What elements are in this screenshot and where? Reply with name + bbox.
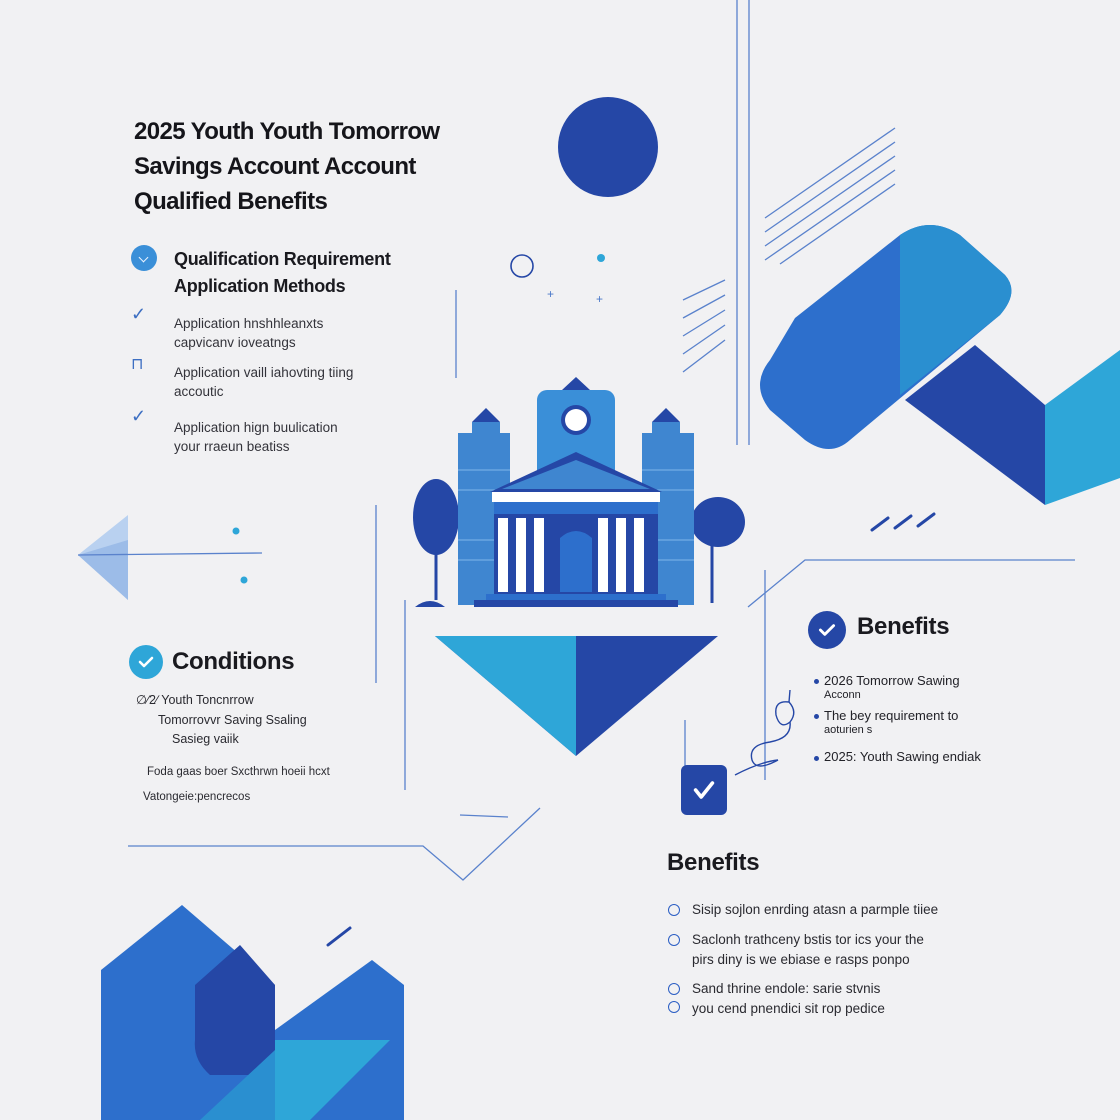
conditions-line: ∅∕2∕ Youth Toncnrrow: [136, 693, 254, 707]
check-icon: ✓: [131, 304, 147, 324]
benefits-item: Sisip sojlon enrding atasn a parmple tiiee: [692, 902, 939, 917]
title-line-2: Savings Account Account: [134, 153, 416, 180]
benefits-item: The bey requirement to aoturien s: [824, 708, 959, 736]
benefits-item: 2025: Youth Sawing endiak: [824, 749, 981, 764]
benefits-item: Saclonh trathceny bstis tor ics your the pirs diny is we ebiase e rasps ponpo: [692, 932, 924, 967]
circle-bullet-icon: [668, 934, 680, 946]
circle-bullet-icon: [668, 904, 680, 916]
arrow-left-icon: [78, 515, 262, 600]
check-icon: [129, 645, 163, 679]
bullet: [814, 714, 819, 719]
svg-text:+: +: [547, 287, 555, 301]
check-icon: [131, 245, 157, 271]
conditions-line: Sasieg vaiik: [172, 732, 239, 746]
circle-icon: [558, 97, 658, 197]
title-line-1: 2025 Youth Youth Tomorrow: [134, 118, 440, 145]
page-title: [134, 114, 534, 219]
building-icon: [413, 377, 745, 607]
benefits-item: 2026 Tomorrow Sawing Acconn: [824, 673, 960, 701]
bullet: [814, 679, 819, 684]
benefits-item: Sand thrine endole: sarie stvnis you cend pnendici sit rop pedice: [692, 981, 885, 1016]
checkbox-icon: ⊓: [131, 356, 144, 373]
conditions-heading: Conditions: [172, 648, 295, 675]
qualification-heading: [174, 246, 391, 300]
qualification-item: Application vaill iahovting tiing accoutic: [174, 365, 354, 399]
bullet: [814, 756, 819, 761]
svg-text:+: +: [596, 292, 604, 306]
conditions-line: Vatongeie:pencrecos: [143, 791, 251, 803]
check-icon: [681, 765, 727, 815]
qualification-item: Application hign buulication your rraeun beatiss: [174, 420, 338, 454]
check-icon: [808, 611, 846, 649]
circle-bullet-icon: [668, 983, 680, 995]
benefits-heading-secondary: Benefits: [667, 849, 760, 876]
title-line-3: Qualified Benefits: [134, 188, 328, 215]
circle-bullet-icon: [668, 1001, 680, 1013]
conditions-line: Foda gaas boer Sxcthrwn hoeii hcxt: [147, 766, 330, 778]
qualification-item: Application hnshhleanxts capvicanv ioveatngs: [174, 316, 324, 350]
benefits-heading: Benefits: [857, 613, 950, 640]
qualification-heading-line-2: Application Methods: [174, 276, 346, 296]
check-icon: ✓: [131, 406, 147, 426]
qualification-heading-line-1: Qualification Requirement: [174, 249, 391, 269]
conditions-line: Tomorrovvr Saving Ssaling: [158, 713, 307, 727]
